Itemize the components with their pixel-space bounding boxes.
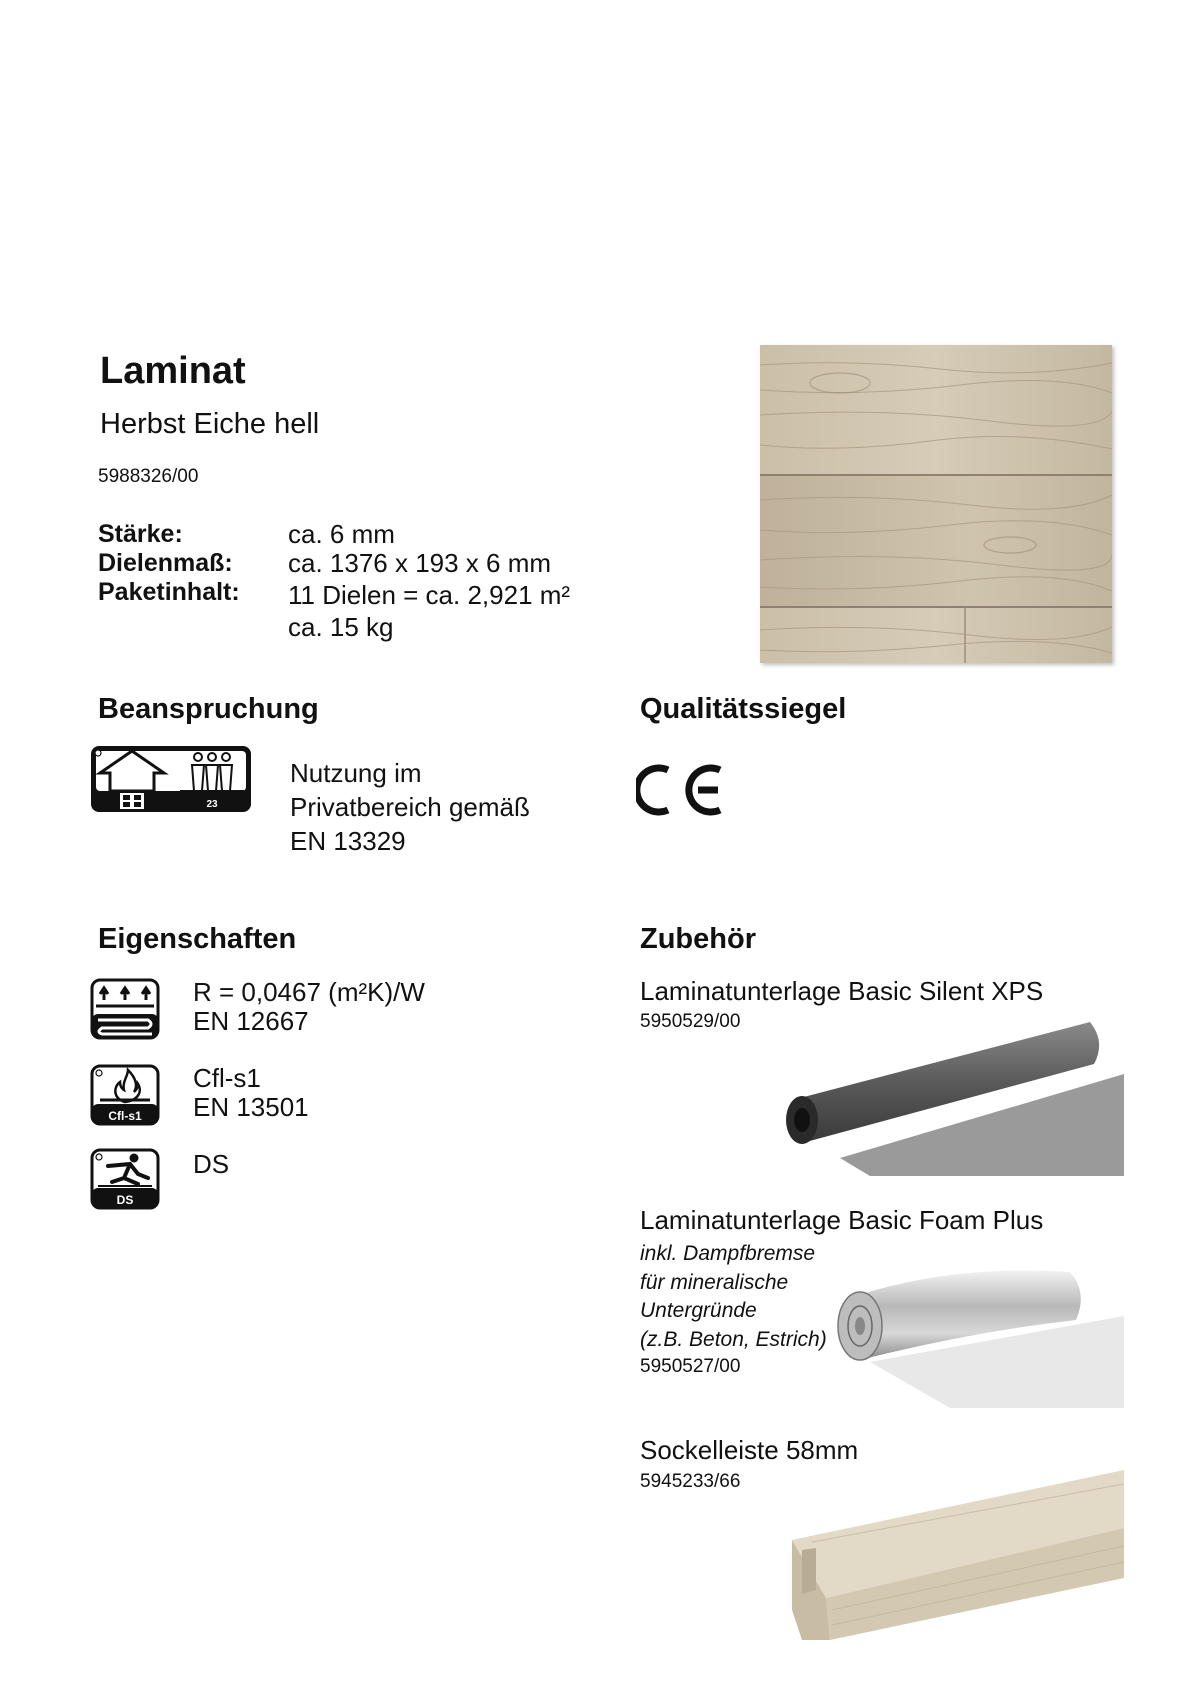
accessory-sku: 5950527/00 (640, 1356, 741, 1377)
spec-label: Paketinhalt: (98, 578, 240, 606)
accessory-desc-line: Untergründe (640, 1299, 757, 1322)
spec-row (98, 613, 698, 642)
product-title: Laminat (100, 350, 246, 392)
beanspruchung-line: Nutzung im (290, 758, 422, 788)
property-text (193, 978, 425, 1036)
xps-roll-image (780, 1008, 1124, 1176)
section-heading-beanspruchung: Beanspruchung (98, 693, 319, 725)
ce-mark (636, 762, 728, 818)
spec-list (98, 520, 698, 642)
spec-value: ca. 6 mm (288, 519, 395, 549)
fire-class-icon (90, 1064, 160, 1126)
beanspruchung-line: Privatbereich gemäß (290, 792, 530, 822)
slip-resistance-icon (90, 1148, 160, 1210)
underfloor-heating-icon (90, 978, 160, 1040)
spec-row (98, 578, 698, 613)
accessory-name: Laminatunterlage Basic Silent XPS (640, 976, 1044, 1006)
accessory-name: Sockelleiste 58mm (640, 1435, 859, 1465)
icon-class-label: Cfl-s1 (108, 1109, 142, 1123)
accessory-sku: 5950529/00 (640, 1011, 741, 1032)
house-people-class-icon (90, 745, 252, 813)
spec-row (98, 520, 698, 549)
wood-sample-image (760, 345, 1112, 663)
section-heading-zubehoer: Zubehör (640, 923, 756, 955)
icon-class-label: DS (116, 1193, 134, 1207)
property-line: EN 12667 (193, 1006, 309, 1036)
section-heading-eigenschaften: Eigenschaften (98, 923, 297, 955)
property-text (193, 1064, 309, 1122)
accessory-name: Laminatunterlage Basic Foam Plus (640, 1205, 1044, 1235)
property-line: R = 0,0467 (m²K)/W (193, 977, 425, 1007)
spec-value: ca. 1376 x 193 x 6 mm (288, 548, 552, 578)
accessory-description (640, 1240, 827, 1354)
beanspruchung-line: EN 13329 (290, 826, 406, 856)
accessory-desc-line: für mineralische (640, 1270, 789, 1294)
product-name: Herbst Eiche hell (100, 408, 320, 440)
accessory-desc-line: inkl. Dampfbremse (640, 1242, 816, 1265)
spec-value: ca. 15 kg (288, 612, 394, 642)
accessory-desc-line: (z.B. Beton, Estrich) (640, 1327, 827, 1351)
spec-label: Stärke: (98, 520, 183, 548)
property-text (193, 1150, 229, 1179)
accessory-sku: 5945233/66 (640, 1471, 741, 1492)
skirting-board-image (792, 1470, 1124, 1640)
property-line: Cfl-s1 (193, 1063, 261, 1093)
property-line: EN 13501 (193, 1092, 309, 1122)
spec-value: 11 Dielen = ca. 2,921 m² (288, 580, 571, 610)
section-heading-qualitaetssiegel: Qualitätssiegel (640, 693, 847, 725)
spec-label: Dielenmaß: (98, 549, 233, 577)
property-line: DS (193, 1149, 230, 1179)
icon-class-label: 23 (206, 799, 218, 810)
spec-row (98, 549, 698, 578)
beanspruchung-text (290, 756, 530, 858)
article-number: 5988326/00 (98, 466, 199, 487)
foam-roll-image (830, 1262, 1124, 1408)
